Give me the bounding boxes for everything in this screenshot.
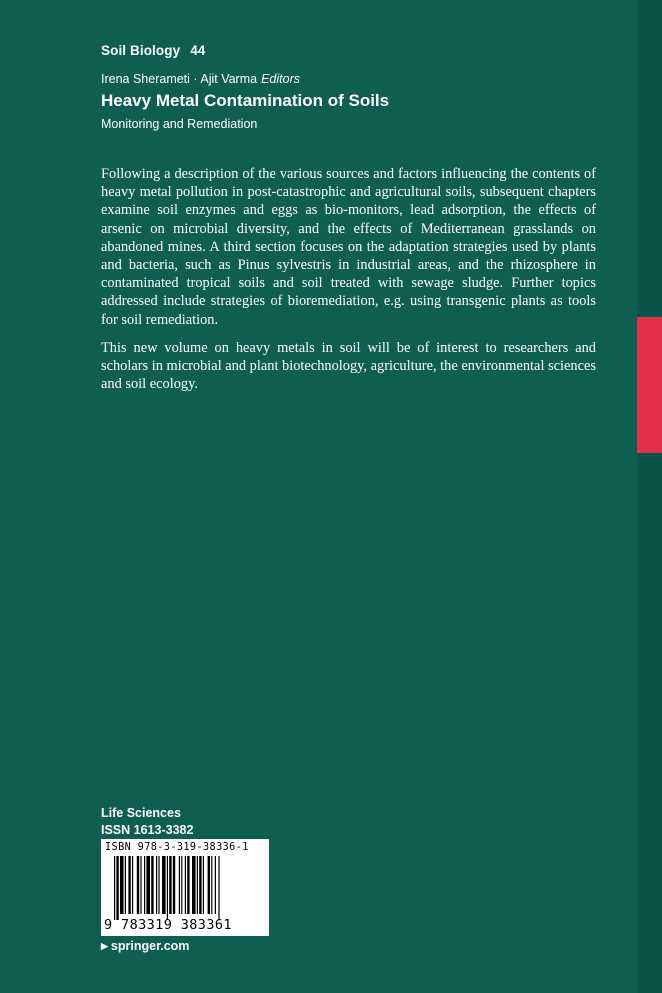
publisher-website[interactable] xyxy=(101,939,189,953)
barcode-bar xyxy=(162,856,166,914)
barcode-bar xyxy=(215,856,216,914)
barcode-bar xyxy=(151,856,153,914)
barcode-bar xyxy=(208,856,210,914)
barcode-bar xyxy=(218,856,219,920)
series-number: 44 xyxy=(190,43,206,58)
book-subtitle: Monitoring and Remediation xyxy=(101,117,258,131)
editors-role: Editors xyxy=(261,72,300,86)
description-paragraph-2: This new volume on heavy metals in soil will be of interest to researchers and scholars in microbial and plant biotechnology, agriculture, the environmental sciences and soil ecology. xyxy=(101,339,596,393)
barcode-bar xyxy=(169,856,171,914)
barcode-bar xyxy=(199,856,201,914)
barcode-bar xyxy=(116,856,118,920)
barcode-bar xyxy=(179,856,180,914)
barcode-bar xyxy=(192,856,196,914)
barcode-bar xyxy=(158,856,159,914)
issn-label: ISSN 1613-3382 xyxy=(101,823,194,837)
barcode-bar xyxy=(132,856,133,914)
barcode-bar xyxy=(203,856,204,914)
editor-names: Irena Sherameti · Ajit Varma xyxy=(101,72,258,86)
barcode-bar xyxy=(173,856,175,914)
barcode-bar xyxy=(120,856,124,914)
subject-label: Life Sciences xyxy=(101,806,181,820)
description-paragraph-1: Following a description of the various sources and factors influencing the contents of heavy metal pollution in post-catastrophic and agricultural soils, subsequent chapters examine soil enzymes and eggs as bio-monitors, lead adsorption, the effects of arsenic on microbial diversity, and the effects of Mediterranean grasslands on abandoned mines. A third section focuses on the adaptation strategies used by plants and bacteria, such as Pinus sylvestris in industrial areas, and the rhizosphere in contaminated tropical soils and soil treated with sewage sludge. Further topics addressed include strategies of bioremediation, e.g. using transgenic plants as tools for soil remediation. xyxy=(101,166,596,328)
barcode-bar xyxy=(144,856,145,914)
accent-tab xyxy=(637,317,662,453)
barcode-bars xyxy=(114,856,254,920)
series-name: Soil Biology xyxy=(101,43,181,58)
barcode-digits: 9 783319 383361 xyxy=(104,917,232,933)
barcode-bar xyxy=(114,856,115,920)
barcode-bar xyxy=(146,856,150,914)
isbn-text: ISBN 978-3-319-38336-1 xyxy=(105,842,249,853)
barcode-bar xyxy=(211,856,212,914)
barcode-bar xyxy=(181,856,182,914)
website-text: springer.com xyxy=(110,939,190,953)
barcode-bar xyxy=(185,856,186,914)
barcode-bar xyxy=(125,856,126,914)
barcode-bar xyxy=(167,856,168,920)
book-spine xyxy=(637,0,662,993)
barcode-bar xyxy=(128,856,130,914)
series-label xyxy=(101,43,205,58)
barcode-bar xyxy=(140,856,141,914)
barcode-bar xyxy=(156,856,157,914)
barcode-bar xyxy=(197,856,198,914)
editors-line xyxy=(101,72,300,86)
barcode-bar xyxy=(187,856,189,914)
barcode-bar xyxy=(137,856,139,914)
book-title: Heavy Metal Contamination of Soils xyxy=(101,91,390,110)
isbn-barcode xyxy=(101,839,269,936)
description xyxy=(101,165,596,403)
play-arrow-icon: ▶ xyxy=(101,941,108,951)
